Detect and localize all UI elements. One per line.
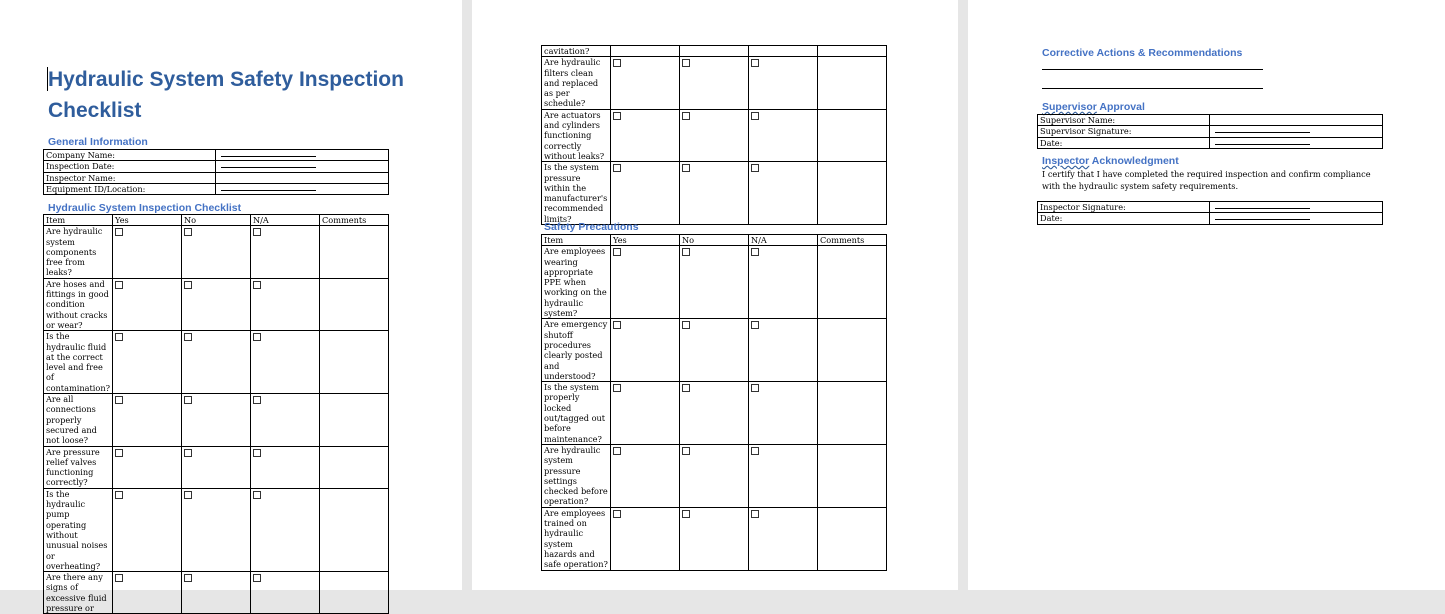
col-header-no: No: [182, 215, 251, 226]
checkbox-yes[interactable]: [611, 444, 680, 507]
document-page-2: [472, 0, 958, 590]
checkbox-no[interactable]: [182, 331, 251, 394]
item-text: Is the hydraulic pump operating without unusual noises or overheating?: [44, 488, 113, 571]
inspector-word: Inspector: [1042, 155, 1090, 167]
supervisor-table: [1037, 114, 1383, 149]
checkbox-no[interactable]: [182, 394, 251, 446]
table-row: [542, 109, 887, 161]
checkbox-no[interactable]: [680, 382, 749, 445]
field-label: Date:: [1038, 137, 1210, 148]
checkbox-no[interactable]: [680, 46, 749, 57]
table-row: [44, 331, 389, 394]
inspector-ack-heading[interactable]: [1042, 155, 1179, 167]
item-text: Are employees wearing appropriate PPE when working on the hydraulic system?: [542, 246, 611, 319]
checkbox-yes[interactable]: [611, 507, 680, 570]
table-row: [542, 162, 887, 225]
checkbox-na[interactable]: [251, 226, 320, 278]
corrective-line-2[interactable]: [1042, 88, 1263, 89]
comments-cell[interactable]: [818, 57, 887, 109]
table-row: [44, 572, 389, 614]
checkbox-no[interactable]: [680, 319, 749, 382]
checkbox-na[interactable]: [749, 57, 818, 109]
field-label: Supervisor Name:: [1038, 115, 1210, 126]
col-header-yes: Yes: [113, 215, 182, 226]
inspector-table: [1037, 201, 1383, 225]
checkbox-yes[interactable]: [113, 226, 182, 278]
certification-statement[interactable]: I certify that I have completed the required inspection and confirm compliance with the hydraulic system safety requirements.: [1042, 169, 1371, 191]
checkbox-no[interactable]: [182, 278, 251, 330]
comments-cell[interactable]: [320, 394, 389, 446]
checkbox-na[interactable]: [749, 444, 818, 507]
comments-cell[interactable]: [818, 46, 887, 57]
document-page-3: [968, 0, 1445, 590]
inspector-name-field[interactable]: [216, 172, 389, 183]
checkbox-na[interactable]: [749, 382, 818, 445]
approval-word: Approval: [1096, 101, 1145, 113]
col-header-yes: Yes: [611, 235, 680, 246]
checkbox-yes[interactable]: [113, 446, 182, 488]
col-header-no: No: [680, 235, 749, 246]
table-row: [542, 507, 887, 570]
table-row: [44, 446, 389, 488]
comments-cell[interactable]: [320, 226, 389, 278]
comments-cell[interactable]: [320, 278, 389, 330]
checklist-table-continued: [541, 45, 887, 225]
safety-table: [541, 234, 887, 571]
item-text: Are hydraulic system components free from leaks?: [44, 226, 113, 278]
table-row: [542, 57, 887, 109]
supervisor-word: Supervisor: [1042, 101, 1097, 113]
field-label: Inspector Signature:: [1038, 202, 1210, 213]
item-text: Are hydraulic filters clean and replaced as per schedule?: [542, 57, 611, 109]
table-row: [542, 46, 887, 57]
checkbox-yes[interactable]: [611, 246, 680, 319]
checkbox-na[interactable]: [251, 488, 320, 571]
checkbox-na[interactable]: [749, 162, 818, 225]
supervisor-row: [1038, 115, 1383, 126]
checkbox-yes[interactable]: [611, 57, 680, 109]
equipment-id-field[interactable]: [216, 183, 389, 194]
table-row: [44, 278, 389, 330]
comments-cell[interactable]: [320, 331, 389, 394]
supervisor-date-field[interactable]: [1210, 137, 1383, 148]
field-label: Inspection Date:: [44, 161, 216, 172]
item-text: Are emergency shutoff procedures clearly posted and understood?: [542, 319, 611, 382]
inspector-signature-field[interactable]: [1210, 202, 1383, 213]
col-header-comments: Comments: [320, 215, 389, 226]
table-row: [44, 394, 389, 446]
checkbox-yes[interactable]: [113, 331, 182, 394]
checkbox-no[interactable]: [680, 162, 749, 225]
table-row: [542, 319, 887, 382]
checkbox-no[interactable]: [680, 246, 749, 319]
table-row: [44, 488, 389, 571]
comments-cell[interactable]: [320, 488, 389, 571]
comments-cell[interactable]: [818, 162, 887, 225]
corrective-line-1[interactable]: [1042, 69, 1263, 70]
col-header-item: Item: [542, 235, 611, 246]
checkbox-yes[interactable]: [611, 162, 680, 225]
checkbox-na[interactable]: [749, 109, 818, 161]
col-header-comments: Comments: [818, 235, 887, 246]
comments-cell[interactable]: [320, 572, 389, 614]
item-text: Is the hydraulic fluid at the correct level and free of contamination?: [44, 331, 113, 394]
inspector-row: [1038, 213, 1383, 224]
checkbox-na[interactable]: [251, 331, 320, 394]
checkbox-no[interactable]: [680, 444, 749, 507]
safety-heading[interactable]: Safety Precautions: [544, 221, 639, 233]
field-label: Supervisor Signature:: [1038, 126, 1210, 137]
col-header-na: N/A: [251, 215, 320, 226]
checkbox-yes[interactable]: [611, 319, 680, 382]
supervisor-row: [1038, 137, 1383, 148]
checkbox-na[interactable]: [251, 394, 320, 446]
supervisor-name-field[interactable]: [1210, 115, 1383, 126]
inspector-row: [1038, 202, 1383, 213]
table-header-row: [44, 215, 389, 226]
item-text: Are pressure relief valves functioning correctly?: [44, 446, 113, 488]
field-label: Inspector Name:: [44, 172, 216, 183]
inspector-date-field[interactable]: [1210, 213, 1383, 224]
item-text: Are all connections properly secured and not loose?: [44, 394, 113, 446]
checkbox-no[interactable]: [182, 446, 251, 488]
checkbox-na[interactable]: [749, 319, 818, 382]
item-text: Are hoses and fittings in good condition without cracks or wear?: [44, 278, 113, 330]
checkbox-no[interactable]: [680, 507, 749, 570]
field-label: Date:: [1038, 213, 1210, 224]
general-info-row: [44, 150, 389, 161]
item-text: cavitation?: [542, 46, 611, 57]
checkbox-yes[interactable]: [113, 394, 182, 446]
checkbox-na[interactable]: [749, 246, 818, 319]
item-text: Is the system pressure within the manufacturer's recommended limits?: [542, 162, 611, 225]
field-label: Equipment ID/Location:: [44, 183, 216, 194]
comments-cell[interactable]: [818, 444, 887, 507]
acknowledgment-word: Acknowledgment: [1089, 155, 1179, 167]
document-page-1: [0, 0, 462, 613]
item-text: Is the system properly locked out/tagged out before maintenance?: [542, 382, 611, 445]
table-row: [44, 226, 389, 278]
checkbox-na[interactable]: [749, 46, 818, 57]
checkbox-yes[interactable]: [611, 382, 680, 445]
supervisor-row: [1038, 126, 1383, 137]
document-title[interactable]: Hydraulic System Safety Inspection Checklist: [48, 68, 404, 122]
checkbox-no[interactable]: [680, 57, 749, 109]
comments-cell[interactable]: [818, 319, 887, 382]
company-name-field[interactable]: [216, 150, 389, 161]
comments-cell[interactable]: [818, 246, 887, 319]
checkbox-yes[interactable]: [113, 572, 182, 614]
checkbox-na[interactable]: [749, 507, 818, 570]
checkbox-no[interactable]: [182, 488, 251, 571]
general-info-row: [44, 161, 389, 172]
checkbox-yes[interactable]: [611, 46, 680, 57]
checkbox-na[interactable]: [251, 278, 320, 330]
comments-cell[interactable]: [320, 446, 389, 488]
checkbox-no[interactable]: [182, 572, 251, 614]
supervisor-approval-heading[interactable]: [1042, 101, 1145, 113]
checkbox-na[interactable]: [251, 446, 320, 488]
checkbox-yes[interactable]: [113, 278, 182, 330]
inspection-date-field[interactable]: [216, 161, 389, 172]
table-row: [542, 246, 887, 319]
col-header-na: N/A: [749, 235, 818, 246]
comments-cell[interactable]: [818, 507, 887, 570]
item-text: Are there any signs of excessive fluid pressure or: [44, 572, 113, 614]
checkbox-yes[interactable]: [611, 109, 680, 161]
general-info-table: [43, 149, 389, 195]
item-text: Are hydraulic system pressure settings checked before operation?: [542, 444, 611, 507]
general-info-row: [44, 183, 389, 194]
item-text: Are employees trained on hydraulic system hazards and safe operation?: [542, 507, 611, 570]
item-text: Are actuators and cylinders functioning correctly without leaks?: [542, 109, 611, 161]
corrective-actions-heading[interactable]: Corrective Actions & Recommendations: [1042, 47, 1243, 59]
checkbox-no[interactable]: [680, 109, 749, 161]
table-header-row: [542, 235, 887, 246]
general-info-heading[interactable]: General Information: [48, 136, 148, 148]
checklist-table: [43, 214, 389, 614]
checkbox-na[interactable]: [251, 572, 320, 614]
checkbox-no[interactable]: [182, 226, 251, 278]
field-label: Company Name:: [44, 150, 216, 161]
checklist-heading[interactable]: Hydraulic System Inspection Checklist: [48, 202, 242, 214]
general-info-row: [44, 172, 389, 183]
table-row: [542, 382, 887, 445]
col-header-item: Item: [44, 215, 113, 226]
comments-cell[interactable]: [818, 382, 887, 445]
comments-cell[interactable]: [818, 109, 887, 161]
table-row: [542, 444, 887, 507]
supervisor-signature-field[interactable]: [1210, 126, 1383, 137]
checkbox-yes[interactable]: [113, 488, 182, 571]
